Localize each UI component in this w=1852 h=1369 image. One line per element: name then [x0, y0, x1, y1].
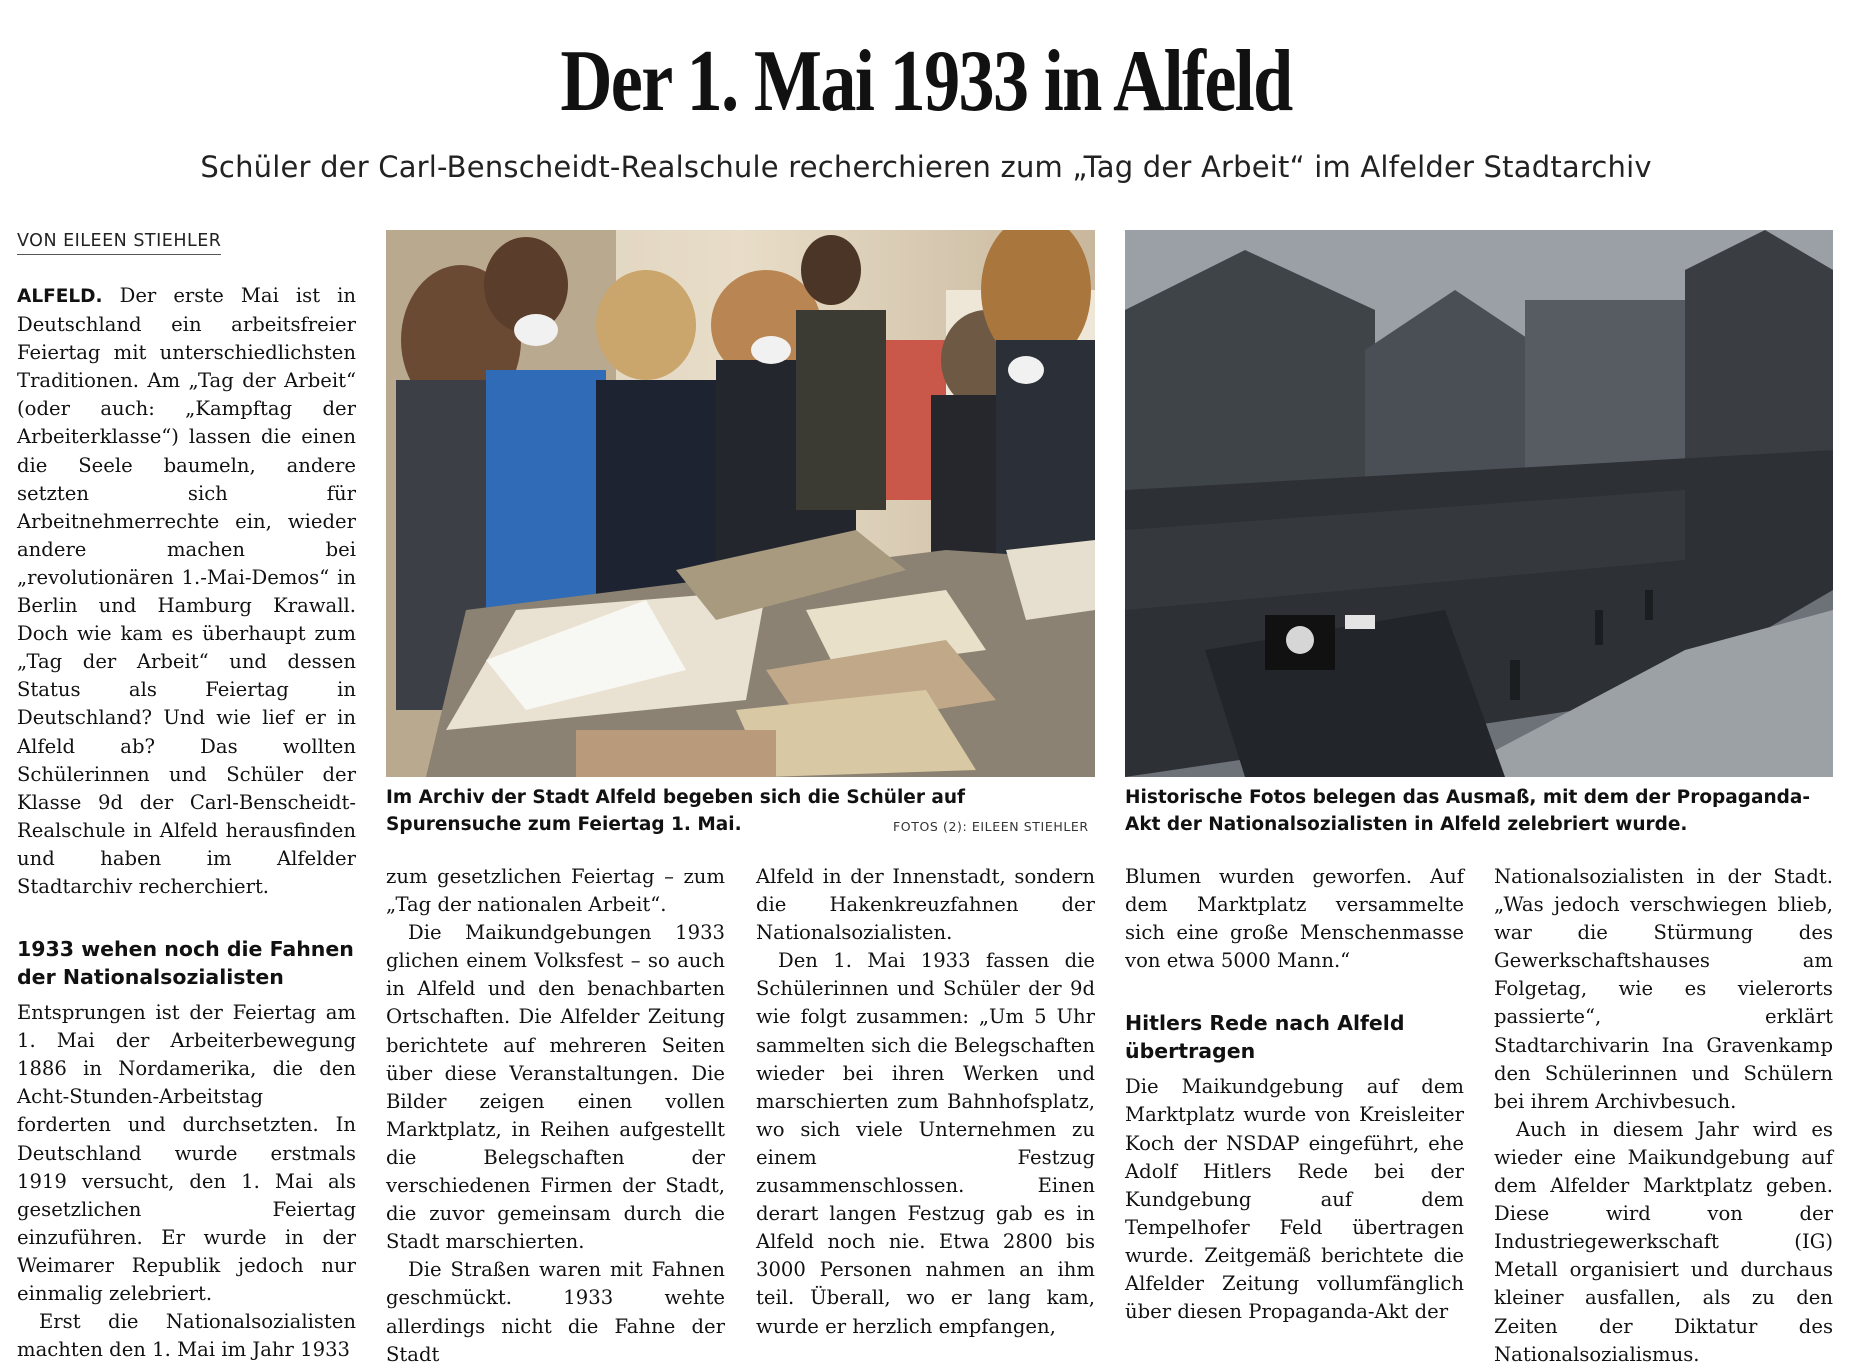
- archive-photo: [386, 230, 1095, 777]
- column-4: [1125, 863, 1464, 1326]
- paragraph: Blumen wurden geworfen. Auf dem Marktplatz versammelte sich eine große Menschenmasse von etwa 5000 Mann.“: [1125, 865, 1464, 973]
- paragraph: Entsprungen ist der Feiertag am 1. Mai der Arbeiterbewegung 1886 in Nordamerika, die den Acht-Stunden-Arbeitstag forderten und durchsetzten. In Deutschland wurde erstmals 1919 versucht, den 1. Mai als gesetzlichen Feiertag einzuführen. Er wurde in der Weimarer Republik jedoch nur einmalig zelebriert.: [17, 1001, 356, 1305]
- paragraph: Alfeld in der Innenstadt, sondern die Hakenkreuzfahnen der Nationalsozialisten.: [756, 865, 1095, 945]
- column-1: [17, 282, 356, 1364]
- left-photo-caption: Im Archiv der Stadt Alfeld begeben sich die Schüler auf Spurensuche zum Feiertag 1. Mai.: [386, 787, 966, 835]
- intro-paragraph: ALFELD. Der erste Mai ist in Deutschland ein arbeitsfreier Feiertag mit unterschiedlichsten Traditionen. Am „Tag der Arbeit“ (oder auch: „Kampftag der Arbeiterklasse“) lassen die einen die Seele baumeln, andere setzten sich für Arbeitnehmerrechte ein, wieder andere machen bei „revolutionären 1.-Mai-Demos“ in Berlin und Hamburg Krawall. Doch wie kam es überhaupt zum „Tag der Arbeit“ und dessen Status als Feiertag in Deutschland? Und wie lief er in Alfeld ab? Das wollten Schülerinnen und Schüler der Klasse 9d der Carl-Benscheidt-Realschule in Alfeld herausfinden und haben im Alfelder Stadtarchiv recherchiert.: [17, 284, 356, 898]
- column-3: [756, 863, 1095, 1341]
- section-heading-hitler: Hitlers Rede nach Alfeld übertragen: [1125, 1011, 1405, 1064]
- section-heading-1933: 1933 wehen noch die Fahnen der Nationalsozialisten: [17, 937, 354, 990]
- historical-photo: [1125, 230, 1833, 777]
- paragraph: Nationalsozialisten in der Stadt. „Was jedoch verschwiegen blieb, war die Stürmung des Gewerkschaftshauses am Folgetag, wie es vielerorts passierte“, erklärt Stadtarchivarin Ina Gravenkamp den Schülerinnen und Schülern bei ihrem Archivbesuch.: [1494, 865, 1833, 1113]
- paragraph: zum gesetzlichen Feiertag – zum „Tag der nationalen Arbeit“.: [386, 865, 725, 917]
- subheadline: Schüler der Carl-Benscheidt-Realschule recherchieren zum „Tag der Arbeit“ im Alfelder Stadtarchiv: [200, 150, 1652, 184]
- paragraph: Auch in diesem Jahr wird es wieder eine Maikundgebung auf dem Alfelder Marktplatz geben. Diese wird von der Industriegewerkschaft (IG) Metall organisiert und durchaus kleiner ausfallen, als zu den Zeiten der Diktatur des Nationalsozialismus.: [1494, 1117, 1833, 1366]
- right-photo-caption: Historische Fotos belegen das Ausmaß, mit dem der Propaganda-Akt der Nationalsozialisten in Alfeld zelebriert wurde.: [1125, 787, 1811, 835]
- paragraph: Die Straßen waren mit Fahnen geschmückt. 1933 wehte allerdings nicht die Fahne der Stadt: [386, 1258, 725, 1366]
- column-5: [1494, 863, 1833, 1369]
- paragraph: Die Maikundgebungen 1933 glichen einem Volksfest – so auch in Alfeld und den benachbarten Ortschaften. Die Alfelder Zeitung berichtete auf mehreren Seiten über diese Veranstaltungen. Die Bilder zeigen einen vollen Marktplatz, in Reihen aufgestellt die Belegschaften der verschiedenen Firmen der Stadt, die zuvor gemeinsam durch die Stadt marschierten.: [386, 921, 725, 1254]
- headline: Der 1. Mai 1933 in Alfeld: [560, 33, 1292, 130]
- paragraph: Erst die Nationalsozialisten machten den 1. Mai im Jahr 1933: [17, 1310, 356, 1362]
- dateline: ALFELD.: [17, 286, 103, 307]
- paragraph: Den 1. Mai 1933 fassen die Schülerinnen und Schüler der 9d wie folgt zusammen: „Um 5 Uhr sammelten sich die Belegschaften wieder bei ihren Werken und marschierten zum Bahnhofsplatz, wo sich viele Unternehmen zu einem Festzug zusammenschlossen. Einen derart langen Festzug gab es in Alfeld noch nie. Etwa 2800 bis 3000 Personen nahmen an ihm teil. Überall, wo er lang kam, wurde er herzlich empfangen,: [756, 949, 1095, 1338]
- byline: VON EILEEN STIEHLER: [17, 231, 221, 255]
- photo-credit: FOTOS (2): EILEEN STIEHLER: [893, 819, 1089, 834]
- column-2: [386, 863, 725, 1369]
- paragraph: Die Maikundgebung auf dem Marktplatz wurde von Kreisleiter Koch der NSDAP eingeführt, ehe Adolf Hitlers Rede bei der Kundgebung auf dem Tempelhofer Feld übertragen wurde. Zeitgemäß berichtete die Alfelder Zeitung vollumfänglich über diesen Propaganda-Akt der: [1125, 1075, 1464, 1324]
